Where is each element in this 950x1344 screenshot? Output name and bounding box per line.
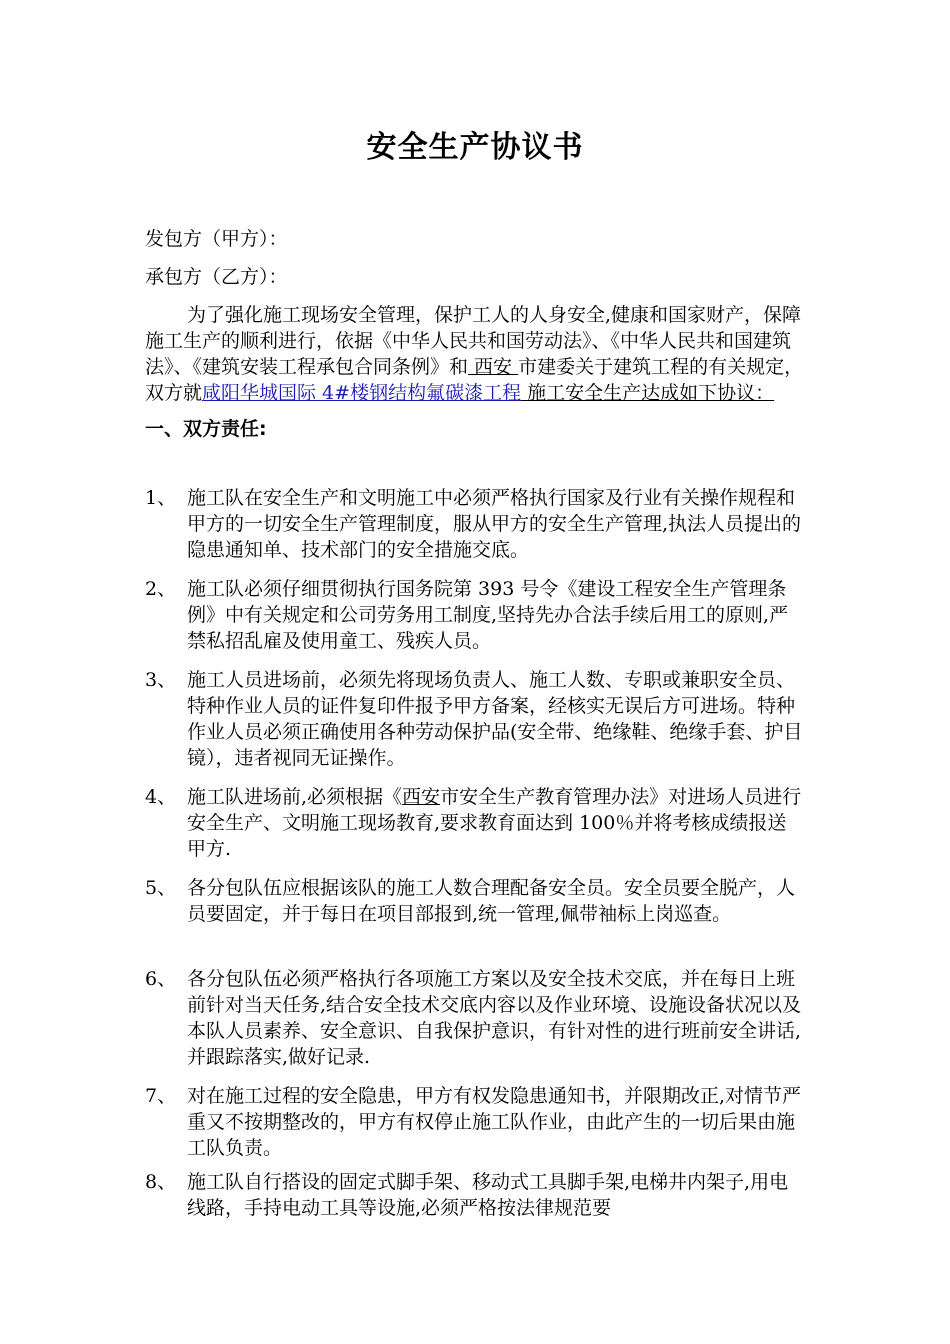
item-number: 5、 <box>145 877 177 899</box>
list-item <box>145 1169 805 1221</box>
item-text: 施工人员进场前，必须先将现场负责人、施工人数、专职或兼职安全员、特种作业人员的证件复印件报予甲方备案，经核实无误后方可进场。特种作业人员必须正确使用各种劳动保护品(安全带、绝缘鞋、绝缘手套、护目镜），违者视同无证操作。 <box>187 669 803 769</box>
intro-text-1: 为了强化施工现场安全管理，保护工人的人身安全,健康和国家财产，保障施工生产的顺利进行，依据《中华人民共和国劳动法》、《中华人民共和国建筑法》、《建筑安装工程承包合同条例》和 <box>145 304 802 378</box>
list-item <box>145 1083 805 1161</box>
item-number: 1、 <box>145 487 177 509</box>
intro-text-3: 施工安全生产达成如下协议： <box>521 382 775 404</box>
list-item <box>145 875 805 927</box>
intro-text-2: 市建委关于建筑工程的有关规定，双方就 <box>145 356 804 404</box>
party-b-line: 承包方（乙方）： <box>145 266 288 288</box>
intro-paragraph <box>145 302 805 406</box>
city-name: 西安 <box>402 786 441 808</box>
item-number: 6、 <box>145 968 177 990</box>
item-number: 8、 <box>145 1171 177 1193</box>
section-heading: 一、双方责任: <box>145 418 267 440</box>
item-number: 3、 <box>145 669 177 691</box>
item-text: 对在施工过程的安全隐患，甲方有权发隐患通知书，并限期改正,对情节严重又不按期整改的，甲方有权停止施工队作业，由此产生的一切后果由施工队负责。 <box>187 1085 802 1159</box>
list-item <box>145 784 805 862</box>
item-text: 各分包队伍必须严格执行各项施工方案以及安全技术交底，并在每日上班前针对当天任务,结合安全技术交底内容以及作业环境、设施设备状况以及本队人员素养、安全意识、自我保护意识，有针对性的进行班前安全讲话,并跟踪落实,做好记录. <box>187 968 802 1068</box>
item-number: 7、 <box>145 1085 177 1107</box>
document-title: 安全生产协议书 <box>366 130 584 165</box>
item-text: 各分包队伍应根据该队的施工人数合理配备安全员。安全员要全脱产，人员要固定，并于每日在项目部报到,统一管理,佩带袖标上岗巡查。 <box>187 877 796 925</box>
city-name: 西安 <box>468 356 519 378</box>
party-a-line: 发包方（甲方）： <box>145 228 288 250</box>
project-name-link[interactable]: 咸阳华城国际 4#楼钢结构氟碳漆工程 <box>202 382 522 404</box>
list-item <box>145 576 805 654</box>
item-text-part: 市安全生产教育管理办法》对进场人员进行安全生产、文明施工现场教育,要求教育面达到 100％并将考核成绩报送甲方. <box>187 786 802 860</box>
item-text: 施工队必须仔细贯彻执行国务院第 393 号令《建设工程安全生产管理条例》中有关规定和公司劳务用工制度,坚持先办合法手续后用工的原则,严禁私招乱雇及使用童工、残疾人员。 <box>187 578 789 652</box>
item-text: 施工队在安全生产和文明施工中必须严格执行国家及行业有关操作规程和甲方的一切安全生产管理制度，服从甲方的安全生产管理,执法人员提出的隐患通知单、技术部门的安全措施交底。 <box>187 487 802 561</box>
item-text: 施工队自行搭设的固定式脚手架、移动式工具脚手架,电梯井内架子,用电线路，手持电动工具等设施,必须严格按法律规范要 <box>187 1171 789 1219</box>
item-text-part: 施工队进场前,必须根据《 <box>187 786 403 808</box>
list-item <box>145 485 805 563</box>
item-number: 2、 <box>145 578 177 600</box>
list-item <box>145 966 805 1070</box>
list-item <box>145 667 805 771</box>
item-text <box>187 784 805 862</box>
item-number: 4、 <box>145 786 177 808</box>
